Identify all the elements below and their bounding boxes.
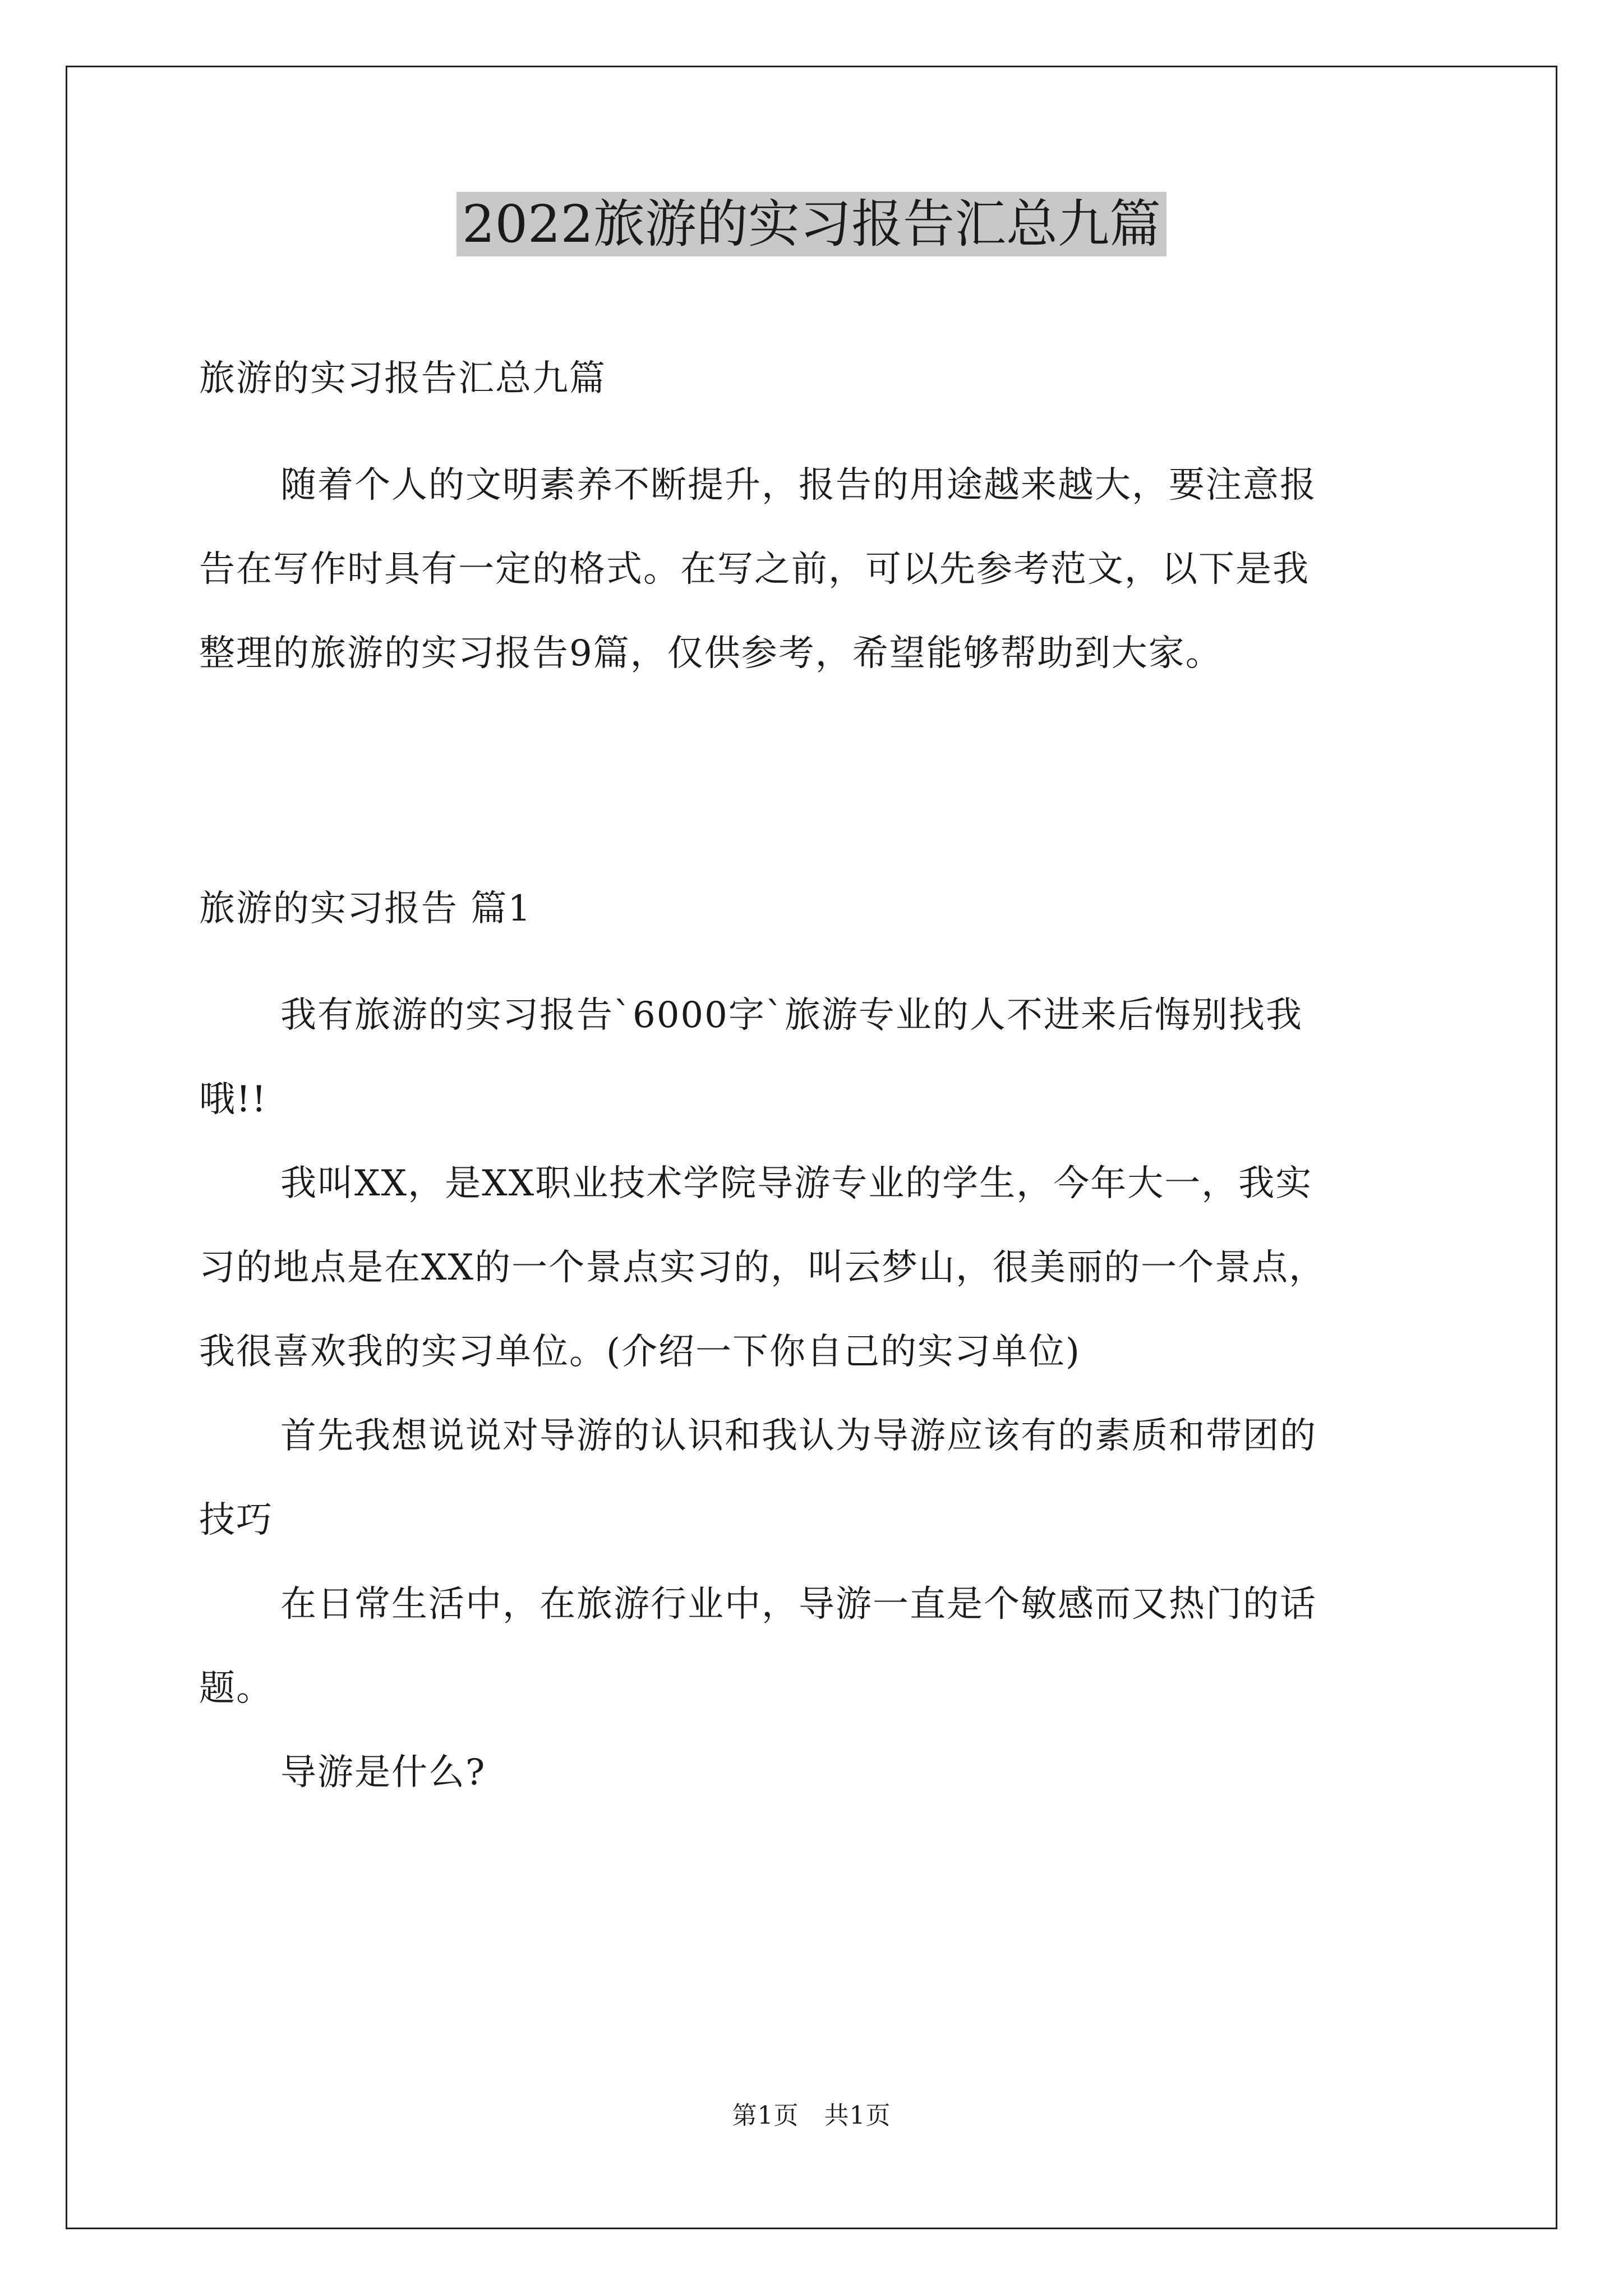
body-line: 我有旅游的实习报告`6000字`旅游专业的人不进来后悔别找我 [280,995,1303,1036]
body-line: 技巧 [199,1499,273,1541]
intro-paragraph [199,443,1436,696]
body-line: 我很喜欢我的实习单位。(介绍一下你自己的实习单位) [199,1331,1081,1373]
body-line: 我叫XX，是XX职业技术学院导游专业的学生，今年大一，我实 [280,1163,1313,1204]
body-line: 首先我想说说对导游的认识和我认为导游应该有的素质和带团的 [280,1415,1317,1457]
intro-line: 整理的旅游的实习报告9篇，仅供参考，希望能够帮助到大家。 [199,633,1223,674]
document-title-text: 2022旅游的实习报告汇总九篇 [457,192,1166,256]
page-number: 第1页 共1页 [732,2101,891,2130]
body-line: 习的地点是在XX的一个景点实习的，叫云梦山，很美丽的一个景点， [199,1247,1326,1289]
document-subtitle-block [199,337,1436,421]
intro-line: 随着个人的文明素养不断提升，报告的用途越来越大，要注意报 [280,464,1317,506]
body-line: 哦!! [199,1079,268,1120]
section-heading-block [199,867,1436,951]
body-line: 导游是什么? [280,1752,486,1793]
body-line: 题。 [199,1668,273,1709]
document-title [0,194,1623,255]
section-body [199,973,1436,1815]
document-subtitle: 旅游的实习报告汇总九篇 [199,358,606,399]
intro-line: 告在写作时具有一定的格式。在写之前，可以先参考范文，以下是我 [199,549,1310,590]
section-heading: 旅游的实习报告 篇1 [199,888,532,930]
page-footer [0,2095,1623,2131]
body-line: 在日常生活中，在旅游行业中，导游一直是个敏感而又热门的话 [280,1584,1317,1625]
